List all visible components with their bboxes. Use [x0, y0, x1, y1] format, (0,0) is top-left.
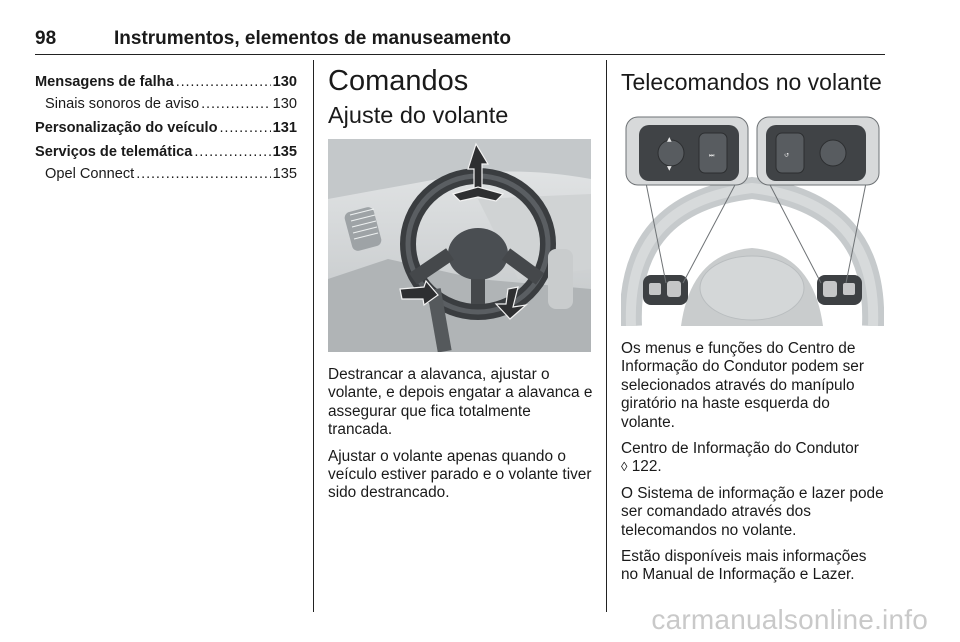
body-paragraph: Os menus e funções do Centro de Informação do Condutor podem ser selecionados através do manípulo giratório na haste esquerda do volante. — [621, 340, 864, 431]
body-paragraph: Estão disponíveis mais informações no Manual de Informação e Lazer. — [621, 548, 867, 584]
toc-item-title: Mensagens de falha — [35, 74, 174, 90]
toc-item[interactable] — [35, 141, 297, 163]
chapter-title: Instrumentos, elementos de manuseamento — [114, 28, 511, 49]
svg-text:⏭: ⏭ — [709, 152, 715, 159]
body-paragraph: Destrancar a alavanca, ajustar o volante, e depois engatar a alavanca e assegurar que fica totalmente trancada. — [328, 366, 593, 439]
body-paragraph: O Sistema de informação e lazer pode ser comandado através dos telecomandos no volante. — [621, 484, 884, 539]
section-title: Comandos — [328, 65, 469, 97]
toc-item-page: 135 — [272, 144, 297, 160]
svg-text:▲: ▲ — [667, 136, 672, 143]
watermark: carmanualsonline.info — [651, 604, 928, 635]
column-divider — [606, 60, 607, 612]
body-paragraph — [621, 440, 886, 477]
toc-item-title: Personalização do veículo — [35, 120, 218, 136]
page-reference-arrow-icon: ◊ — [621, 459, 628, 475]
body-paragraph: Ajustar o volante apenas quando o veículo estiver parado e o volante tiver sido destrancado. — [328, 447, 592, 502]
toc-item-title: Opel Connect — [45, 166, 135, 182]
svg-text:↺: ↺ — [784, 152, 790, 159]
toc-item-page: 131 — [272, 120, 297, 136]
toc-item-title: Sinais sonoros de aviso — [45, 96, 200, 112]
toc-item[interactable] — [35, 163, 297, 185]
toc-list — [35, 69, 297, 187]
subsection-title: Telecomandos no volante — [621, 69, 882, 95]
toc-item-title: Serviços de telemática — [35, 144, 193, 160]
column-divider — [313, 60, 314, 612]
toc-item-page: 135 — [272, 166, 297, 182]
page-reference[interactable]: 122. — [631, 458, 662, 476]
steering-remote-controls-figure — [621, 113, 884, 326]
toc-item[interactable] — [35, 71, 297, 93]
toc-item-page: 130 — [272, 96, 297, 112]
subsection-title: Ajuste do volante — [328, 102, 509, 128]
remote-controls-section — [621, 64, 886, 593]
page-header — [35, 28, 885, 55]
page-number: 98 — [35, 28, 57, 49]
toc-item-page: 130 — [272, 74, 297, 90]
toc-item[interactable] — [35, 117, 297, 139]
svg-text:▼: ▼ — [667, 165, 672, 172]
toc-item[interactable] — [35, 93, 297, 115]
steering-adjustment-figure — [328, 139, 591, 352]
dic-reference-text: Centro de Informação do Condutor — [621, 440, 859, 458]
steering-column-section — [328, 64, 596, 511]
